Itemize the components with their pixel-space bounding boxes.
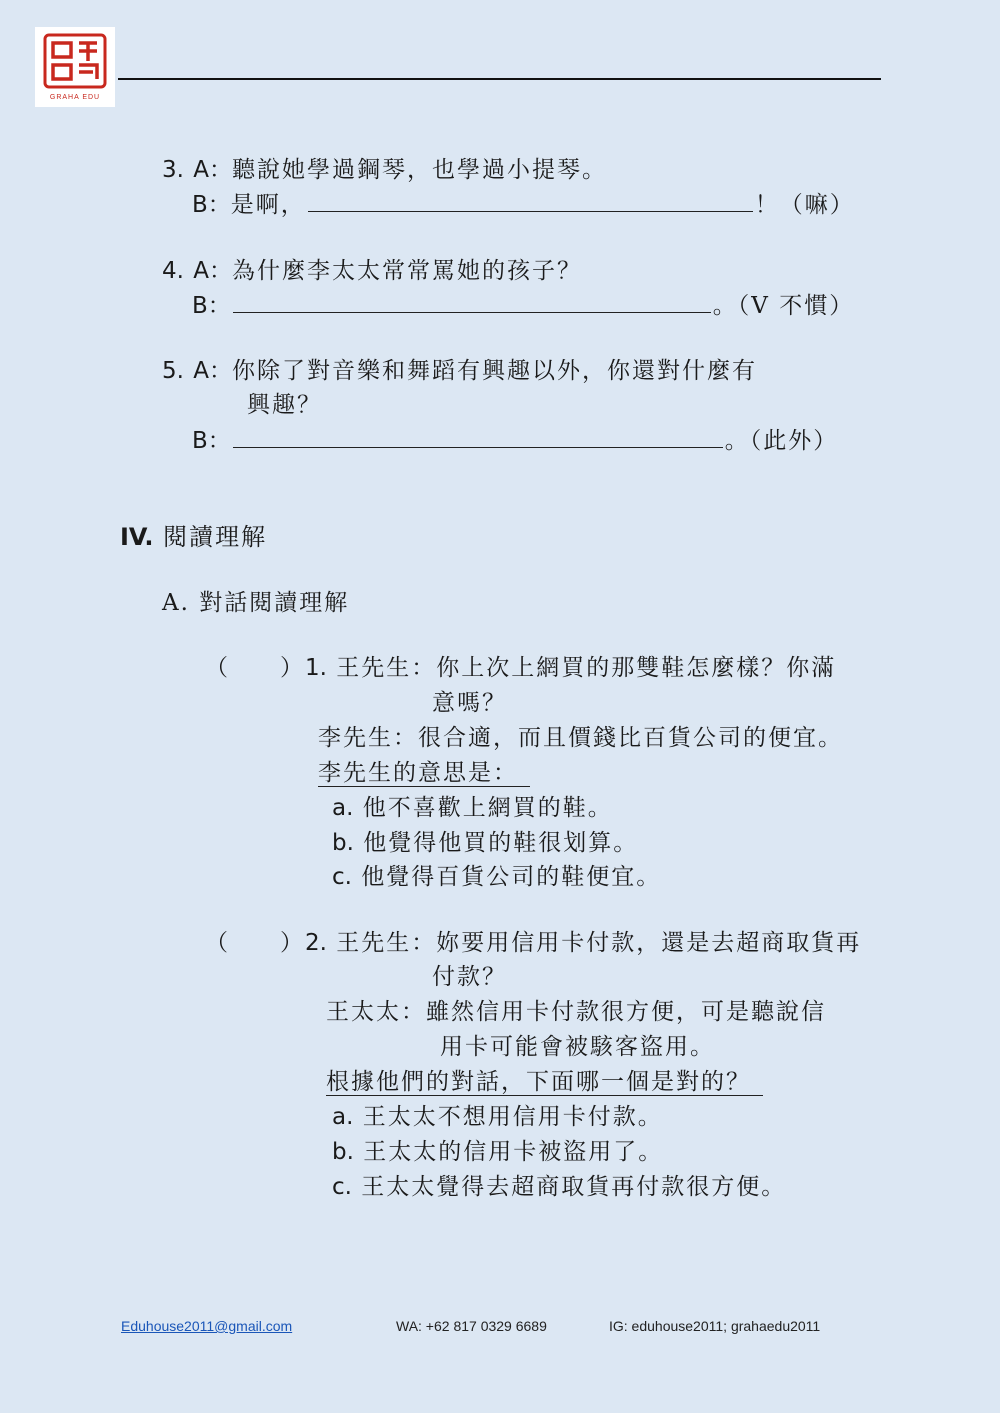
question-1-option-c[interactable]: [332, 862, 661, 892]
exercise-number: 4.: [162, 258, 184, 284]
option-text: 王太太的信用卡被盜用了。: [363, 1139, 664, 1165]
question-prompt: 根據他們的對話，下面哪一個是對的？: [326, 1069, 763, 1096]
graha-edu-logo: [35, 27, 115, 107]
exercise-3-line-a: [162, 155, 607, 185]
exercise-3-line-b: [192, 189, 855, 220]
logo-seal-icon: [35, 27, 115, 107]
sentence-text: 聽說她學過鋼琴，也學過小提琴。: [232, 157, 607, 183]
exercise-4-line-a: [162, 256, 582, 286]
answer-blank[interactable]: [233, 425, 723, 448]
exercise-number: 5.: [162, 358, 184, 384]
answer-parenthesis[interactable]: （ ）: [205, 655, 305, 681]
speaker-label: 王太太：: [326, 999, 426, 1025]
option-label: c.: [332, 864, 352, 890]
question-1-option-a[interactable]: [332, 793, 613, 823]
question-2-option-c[interactable]: [332, 1172, 786, 1202]
answer-blank[interactable]: [233, 290, 711, 313]
header-divider: [118, 78, 881, 80]
question-1-prompt: [318, 758, 530, 788]
section-title: 閱讀理解: [163, 523, 268, 551]
answer-prefix: 是啊，: [230, 192, 306, 218]
dialog-text: 你上次上網買的那雙鞋怎麼樣？你滿: [436, 655, 837, 681]
speaker-label: A：: [193, 358, 232, 384]
option-text: 他覺得百貨公司的鞋便宜。: [361, 864, 662, 890]
grammar-hint: 。（V 不慣）: [712, 293, 855, 319]
grammar-hint: ！（嘛）: [754, 192, 855, 218]
question-1-line-2: [318, 723, 843, 753]
question-1-line-1: [205, 653, 836, 683]
question-2-line-2: [326, 997, 826, 1027]
question-2-line-1: [205, 928, 861, 958]
option-text: 王太太覺得去超商取貨再付款很方便。: [361, 1174, 787, 1200]
subsection-heading: A. 對話閱讀理解: [162, 590, 350, 616]
dialog-text: 雖然信用卡付款很方便，可是聽說信: [426, 999, 826, 1025]
footer-whatsapp: WA: +62 817 0329 6689: [396, 1318, 547, 1334]
question-2-option-b[interactable]: [332, 1137, 663, 1167]
question-number: 1.: [305, 655, 327, 681]
footer-email[interactable]: [121, 1318, 292, 1334]
speaker-label: B：: [192, 192, 231, 218]
exercise-4-line-b: [192, 290, 854, 321]
speaker-label: A：: [193, 157, 232, 183]
question-1-line-1-cont: 意嗎？: [432, 690, 507, 716]
option-text: 他不喜歡上網買的鞋。: [362, 795, 613, 821]
section-number: IV.: [120, 523, 154, 551]
question-prompt: 李先生的意思是：: [318, 760, 530, 787]
answer-blank[interactable]: [308, 189, 753, 212]
footer-instagram: IG: eduhouse2011; grahaedu2011: [609, 1318, 821, 1334]
speaker-label: 王先生：: [336, 655, 437, 681]
exercise-5-line-a-cont: 興趣？: [247, 392, 322, 418]
question-number: 2.: [305, 930, 327, 956]
question-1-option-b[interactable]: [332, 828, 638, 858]
question-2-line-2-cont: 用卡可能會被駭客盜用。: [440, 1034, 715, 1060]
dialog-text: 很合適，而且價錢比百貨公司的便宜。: [418, 725, 843, 751]
grammar-hint: 。（此外）: [724, 428, 839, 454]
dialog-text: 妳要用信用卡付款，還是去超商取貨再: [436, 930, 862, 956]
speaker-label: 王先生：: [336, 930, 437, 956]
option-text: 王太太不想用信用卡付款。: [362, 1104, 663, 1130]
speaker-label: 李先生：: [318, 725, 418, 751]
speaker-label: B：: [192, 293, 231, 319]
exercise-5-line-b: [192, 425, 838, 456]
question-2-prompt: [326, 1067, 763, 1097]
svg-text:GRAHA EDU: GRAHA EDU: [49, 94, 101, 101]
option-text: 他覺得他買的鞋很划算。: [363, 830, 639, 856]
exercise-5-line-a: [162, 356, 757, 386]
option-label: c.: [332, 1174, 352, 1200]
option-label: b.: [332, 830, 354, 856]
section-heading: [120, 522, 267, 552]
option-label: b.: [332, 1139, 354, 1165]
email-link[interactable]: Eduhouse2011@gmail.com: [121, 1318, 293, 1334]
exercise-number: 3.: [162, 157, 184, 183]
sentence-text: 為什麼李太太常常罵她的孩子？: [232, 258, 582, 284]
option-label: a.: [332, 795, 354, 821]
sentence-text: 你除了對音樂和舞蹈有興趣以外，你還對什麼有: [232, 358, 757, 384]
speaker-label: A：: [193, 258, 232, 284]
option-label: a.: [332, 1104, 354, 1130]
question-2-option-a[interactable]: [332, 1102, 663, 1132]
question-2-line-1-cont: 付款？: [432, 964, 507, 990]
answer-parenthesis[interactable]: （ ）: [205, 930, 305, 956]
speaker-label: B：: [192, 428, 231, 454]
